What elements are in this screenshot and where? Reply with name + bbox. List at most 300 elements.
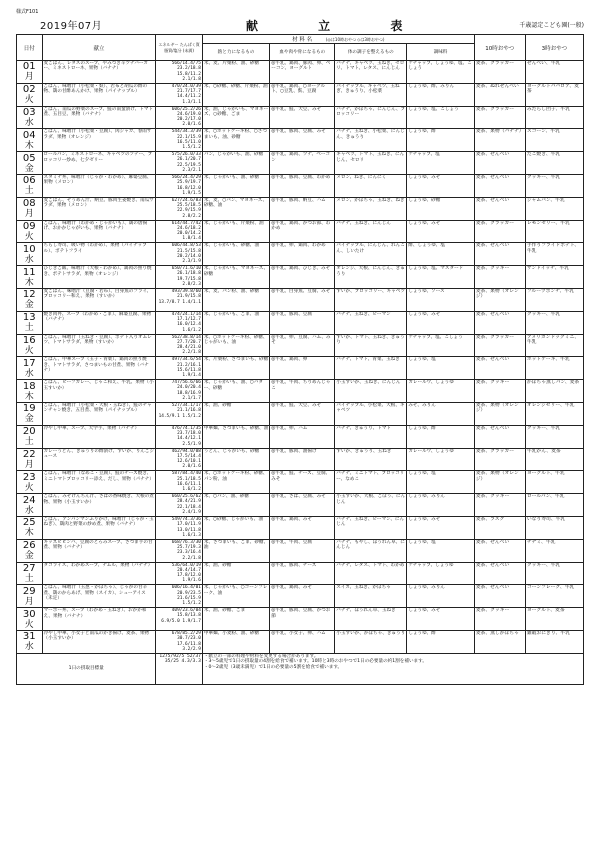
snack3-cell: チヂミ、牛乳 xyxy=(525,539,583,562)
yellow-food-cell: ◎牛乳、卵、ハム xyxy=(270,425,335,448)
menu-cell: 麦ごはん、味噌汁（豆腐・若布）、白身魚のフライ、ブロッコリー和え、果物（すいか） xyxy=(42,288,156,311)
red-food-cell: パン、じゃがいも、油、砂糖 xyxy=(202,152,269,175)
footer-label: 1日の摂取目標量 xyxy=(17,653,156,684)
green-food-cell: パイナップル、小松菜、大根、キャベツ xyxy=(335,402,407,425)
snack10-cell: 麦茶、ぬれせんべい xyxy=(474,83,525,106)
snack10-cell: 麦茶、クラッカー xyxy=(474,106,525,129)
green-food-cell: バナナ、玉ねぎ、ピーマン xyxy=(335,311,407,334)
red-food-cell: 米、油、砂糖 xyxy=(202,562,269,585)
yellow-food-cell: ◎牛乳、豚肉、豆腐、わかめ xyxy=(270,174,335,197)
school-name: 千歳認定こども園(一般) xyxy=(519,22,584,29)
snack3-cell: いなり寿司、牛乳 xyxy=(525,516,583,539)
col-nutrition: エネルギー たんぱく質 脂質/塩分 (未満) xyxy=(156,35,202,61)
snack3-cell: クッキー、牛乳 xyxy=(525,425,583,448)
red-food-cell: 米、じゃがいも、油、○バター、砂糖 xyxy=(202,380,269,403)
menu-cell: ちらし寿司、吸い物（わかめ）、果物（パイナップル）、ポテトフライ xyxy=(42,243,156,266)
table-row xyxy=(17,380,584,403)
seasoning-cell: しょうゆ、塩 xyxy=(407,471,474,494)
day-number: 20 xyxy=(22,426,36,438)
col-materials-title: 材 料 名 xyxy=(292,37,313,43)
snack3-cell: ジャムパン、牛乳 xyxy=(525,197,583,220)
nutrition-cell: 606/16.4/01 20.9/23.5 21.6/15.9 1.5/1.2 xyxy=(156,585,202,608)
seasoning-cell: しょうゆ、塩 xyxy=(407,539,474,562)
note-3: ・0〜2歳児（3歳未満児）で1日の必要量の5割を給食で補います。 xyxy=(203,664,343,670)
table-row xyxy=(17,243,584,266)
seasoning-cell: ケチャップ、しょうゆ xyxy=(407,562,474,585)
snack10-cell: 麦茶、クラッカー xyxy=(474,220,525,243)
day-cell xyxy=(17,471,43,494)
snack10-cell: 麦茶、クラッカー xyxy=(474,448,525,471)
snack10-cell: 麦茶、せんべい xyxy=(474,562,525,585)
table-row xyxy=(17,539,584,562)
nutrition-cell: 650/71.6/10 26.1/18.8 19.7/15.8 2.8/2.3 xyxy=(156,266,202,289)
weekday: 月 xyxy=(24,72,34,83)
weekday: 土 xyxy=(24,573,34,584)
green-food-cell: メロン、かぼちゃ、玉ねぎ、ねぎ xyxy=(335,197,407,220)
menu-cell: ごはん、中華スープ（玉子・青菜）、鶏肉の照り焼き、トマトサラダ、さつまいもの甘煮、果物（バナナ） xyxy=(42,357,156,380)
yellow-food-cell: ◎牛乳、卵、豆腐、ハム、みそ xyxy=(270,334,335,357)
day-cell xyxy=(17,152,43,175)
snack3-cell: 雑穀おにぎり、牛乳 xyxy=(525,630,583,653)
nutrition-cell: 614/44.7/42 24.6/18.2 20.0/14.2 1.8/1.4 xyxy=(156,220,202,243)
green-food-cell: すいか、ブロッコリー、キャベツ xyxy=(335,288,407,311)
menu-cell: マーボー丼、スープ（わかめ・玉ねぎ）、おかか和え、果物（バナナ） xyxy=(42,608,156,631)
weekday: 木 xyxy=(24,528,34,539)
day-cell xyxy=(17,334,43,357)
table-row xyxy=(17,106,584,129)
snack10-cell: 麦茶、蒸しかぼちゃ xyxy=(474,630,525,653)
weekday: 金 xyxy=(24,163,34,174)
day-number: 23 xyxy=(22,471,36,483)
day-number: 16 xyxy=(22,334,36,346)
snack10-cell: 麦茶、せんべい xyxy=(474,425,525,448)
green-food-cell: バナナ、ミニトマト、ブロッコリー、なめこ xyxy=(335,471,407,494)
table-row xyxy=(17,608,584,631)
red-food-cell: 米、じゃがいも、片栗粉、油 xyxy=(202,220,269,243)
nutrition-cell: 587/84.4/40 25.1/18.5 16.6/11.1 1.6/1.2 xyxy=(156,471,202,494)
nutrition-cell: 668/76.3/30 25.7/19.3 23.3/16.4 2.2/1.8 xyxy=(156,539,202,562)
nutrition-cell: 476/74.1/35 23.7/18.0 14.4/12.1 2.5/1.9 xyxy=(156,425,202,448)
menu-cell: 焼き肉丼、スープ（わかめ・ごま）、麻婆豆腐、果物（バナナ） xyxy=(42,311,156,334)
red-food-cell: 米、じゃがいも、ごま、油 xyxy=(202,311,269,334)
nutrition-cell: 462/94.0/08 17.5/14.4 12.6/10.1 2.0/1.6 xyxy=(156,448,202,471)
green-food-cell: 小玉すいか、玉ねぎ、にんじん xyxy=(335,380,407,403)
red-food-cell: 米、○砂糖、砂糖、片栗粉、油 xyxy=(202,83,269,106)
day-cell xyxy=(17,539,43,562)
green-food-cell: バナナ、玉ねぎ、ピーマン、にんじん xyxy=(335,516,407,539)
weekday: 火 xyxy=(24,231,34,242)
nutrition-cell: 606/25.2/26 24.6/19.0 20.2/17.0 2.0/1.6 xyxy=(156,106,202,129)
table-row xyxy=(17,630,584,653)
snack10-cell: 麦茶、クッキー xyxy=(474,266,525,289)
seasoning-cell: しょうゆ、酢、みりん xyxy=(407,83,474,106)
weekday: 金 xyxy=(24,300,34,311)
green-food-cell: バナナ、もやし、ほうれん草、にんじん xyxy=(335,539,407,562)
weekday: 月 xyxy=(24,459,34,470)
red-food-cell: 米、○ホットケーキ粉、○さつまいも、油、砂糖 xyxy=(202,129,269,152)
red-food-cell: 米、じゃがいも、マヨネーズ、砂糖 xyxy=(202,266,269,289)
day-cell xyxy=(17,106,43,129)
green-food-cell: 小玉すいか、大根、ごぼう、にんじん xyxy=(335,494,407,517)
snack10-cell: 麦茶、せんべい xyxy=(474,243,525,266)
day-cell xyxy=(17,608,43,631)
snack10-cell: 麦茶、クッキー xyxy=(474,380,525,403)
nutrition-cell: 606/44.8/53 21.5/15.8 20.2/14.0 2.3/1.9 xyxy=(156,243,202,266)
snack3-cell: クッキー、牛乳 xyxy=(525,311,583,334)
weekday: 木 xyxy=(24,391,34,402)
day-cell xyxy=(17,516,43,539)
table-row xyxy=(17,311,584,334)
snack10-cell: 麦茶、せんべい xyxy=(474,539,525,562)
day-cell xyxy=(17,380,43,403)
snack10-cell: 麦茶、せんべい xyxy=(474,197,525,220)
green-food-cell: スイカ、玉ねぎ、かぼちゃ xyxy=(335,585,407,608)
snack3-cell: スコーン、牛乳 xyxy=(525,129,583,152)
col-green: 体の調子を整えるもの xyxy=(335,44,407,61)
seasoning-cell: しょうゆ、塩、マスタード xyxy=(407,266,474,289)
col-day: 日付 xyxy=(17,35,43,61)
green-food-cell: バナナ、キャベツ、玉ねぎ、セロリ、トマト、レタス、にんじん xyxy=(335,61,407,84)
seasoning-cell: しょうゆ、酢 xyxy=(407,129,474,152)
day-cell xyxy=(17,220,43,243)
footer-notes xyxy=(202,653,583,684)
day-number: 30 xyxy=(22,608,36,620)
nutrition-cell: 678/85.2/29 30.7/23.0 17.6/11.8 3.2/2.9 xyxy=(156,630,202,653)
day-number: 06 xyxy=(22,175,36,187)
day-number: 19 xyxy=(22,403,36,415)
day-cell xyxy=(17,448,43,471)
table-row xyxy=(17,129,584,152)
day-number: 24 xyxy=(22,494,36,506)
col-yellow: 血や肉や骨になるもの xyxy=(270,44,335,61)
seasoning-cell: カレールウ、しょうゆ xyxy=(407,380,474,403)
page-title: 献 立 表 xyxy=(246,19,431,33)
table-row xyxy=(17,334,584,357)
col-materials xyxy=(202,35,474,44)
snack3-cell: ロールパン、牛乳 xyxy=(525,494,583,517)
yellow-food-cell: ◎牛乳、鶏肉、かつお節、わかめ xyxy=(270,220,335,243)
nutrition-cell: 562/38.8/14 27.7/20.7 28.4/21.0 2.2/1.8 xyxy=(156,334,202,357)
snack10-cell: 麦茶、果物（バナナ） xyxy=(474,129,525,152)
weekday: 木 xyxy=(24,277,34,288)
yellow-food-cell: ◎牛乳、白身魚、豆腐、みそ xyxy=(270,288,335,311)
snack10-cell: 麦茶、クラッカー xyxy=(474,61,525,84)
day-cell xyxy=(17,197,43,220)
yellow-food-cell: ◎牛乳、小女子、卵、ハム xyxy=(270,630,335,653)
green-food-cell: 小玉すいか、かぼちゃ、きゅうり xyxy=(335,630,407,653)
menu-cell: ごはん、ビーフカレー、じゃこ和え、牛乳、果物（小玉すいか） xyxy=(42,380,156,403)
nutrition-cell: 470/24.0/39 21.7/17.7 14.4/11.2 1.3/1.1 xyxy=(156,83,202,106)
menu-cell: ごはん、味噌汁（小松菜・大根・玉ねぎ）、鮭のチャンチャン焼き、五目煮、果物（パイナップル） xyxy=(42,402,156,425)
day-number: 10 xyxy=(22,243,36,255)
col-snack3: 3時おやつ xyxy=(525,35,583,61)
table-row xyxy=(17,357,584,380)
snack10-cell: 麦茶、クッキー xyxy=(474,608,525,631)
seasoning-cell: 酢、しょうゆ、塩 xyxy=(407,243,474,266)
snack3-cell: たこ焼き、牛乳 xyxy=(525,152,583,175)
red-food-cell: 中華麺、さつまいも、砂糖、油 xyxy=(202,425,269,448)
day-cell xyxy=(17,585,43,608)
day-number: 04 xyxy=(22,129,36,141)
menu-cell: タコライス、わかめスープ、ナムル、果物（バナナ） xyxy=(42,562,156,585)
day-cell xyxy=(17,266,43,289)
yellow-food-cell: ◎牛乳、豚肉、豆腐、かつお節 xyxy=(270,608,335,631)
seasoning-cell: しょうゆ、ソース xyxy=(407,288,474,311)
red-food-cell: 米、油、砂糖 xyxy=(202,402,269,425)
table-row xyxy=(17,585,584,608)
weekday: 火 xyxy=(24,345,34,356)
day-cell xyxy=(17,311,43,334)
red-food-cell: 米、じゃがいも、砂糖、油 xyxy=(202,243,269,266)
snack3-cell: せんべい、牛乳 xyxy=(525,61,583,84)
day-cell xyxy=(17,174,43,197)
yellow-food-cell: ◎牛乳、鶏肉、豚肉、卵、ベーコン、ヨーグルト xyxy=(270,61,335,84)
seasoning-cell: しょうゆ、みりん xyxy=(407,494,474,517)
day-cell xyxy=(17,562,43,585)
day-number: 08 xyxy=(22,198,36,210)
snack3-cell: ヨーグルト、牛乳 xyxy=(525,471,583,494)
table-row xyxy=(17,152,584,175)
weekday: 火 xyxy=(24,482,34,493)
menu-page xyxy=(16,8,584,842)
table-row xyxy=(17,516,584,539)
menu-cell: ごはん、味噌汁（なめこ・豆腐）、鮭のチーズ焼き、ミニトマトブロッコリー添え、だし、果物（パナナ） xyxy=(42,471,156,494)
snack3-cell: ホットケーキ、牛乳 xyxy=(525,357,583,380)
seasoning-cell: カレールウ、しょうゆ xyxy=(407,448,474,471)
green-food-cell: パイナップル、キャベツ、玉ねぎ、きゅうり、小松菜 xyxy=(335,83,407,106)
day-cell xyxy=(17,129,43,152)
footer-values: 1275/92/5 52/37 35/25 4.3/3.3 xyxy=(156,653,202,684)
day-cell xyxy=(17,402,43,425)
yellow-food-cell: ◎牛乳、豚肉、チーズ xyxy=(270,562,335,585)
snack3-cell: サンドイッチ、牛乳 xyxy=(525,266,583,289)
yellow-food-cell: ◎牛乳、さば、豆腐、みそ xyxy=(270,494,335,517)
col-materials-note: (◎は10時おやつ ◇は3時おやつ) xyxy=(325,37,385,42)
table-row xyxy=(17,402,584,425)
green-food-cell: バナナ、きゅうり、トマト xyxy=(335,425,407,448)
red-food-cell: 米、○ホットケーキ粉、砂糖、じゃがいも、油 xyxy=(202,334,269,357)
yellow-food-cell: ◎牛乳、鶏肉、卵 xyxy=(270,357,335,380)
yellow-food-cell: ◎牛乳、鶏肉、ひじき、みそ xyxy=(270,266,335,289)
nutrition-cell: 527/34.1/17 21.1/16.8 14.5/9.1 1.5/1.2 xyxy=(156,402,202,425)
day-cell xyxy=(17,61,43,84)
menu-cell: スタミナ丼、味噌汁（じゃが・わかめ）、麻婆豆腐、果物（メロン） xyxy=(42,174,156,197)
col-red: 熱と力になるもの xyxy=(202,44,269,61)
green-food-cell: すいか、トマト、玉ねぎ、きゅうり xyxy=(335,334,407,357)
seasoning-cell: しょうゆ、酢 xyxy=(407,630,474,653)
yellow-food-cell: ◎牛乳、豚肉、豆腐 xyxy=(270,311,335,334)
day-number: 05 xyxy=(22,152,36,164)
menu-cell: ごはん、味噌汁（玉ねぎ・豆腐）、ポテト入りオムレツ、トマトサラダ、果物（すいか） xyxy=(42,334,156,357)
green-food-cell: バナナ、レタス、トマト、わかめ xyxy=(335,562,407,585)
footer-row xyxy=(17,653,584,684)
nutrition-cell: 409/23.6/04 15.8/13.8 6.9/5.0 1.9/1.7 xyxy=(156,608,202,631)
snack10-cell: 麦茶、クラッカー xyxy=(474,334,525,357)
menu-cell: ロールパン、ミネストローネ、キャベツのソテー、ブロッコリー炒め、七夕ゼリー xyxy=(42,152,156,175)
snack3-cell: ヨーグルト、麦茶 xyxy=(525,608,583,631)
day-number: 11 xyxy=(22,266,36,278)
day-cell xyxy=(17,494,43,517)
snack3-cell: レモンゼリー、牛乳 xyxy=(525,220,583,243)
menu-cell: ごはん、味噌汁（わかめ・じゃがいも）、鶏の唐揚げ、おかかじゃがいも、果物（バナナ） xyxy=(42,220,156,243)
seasoning-cell: しょうゆ、みりん xyxy=(407,585,474,608)
yellow-food-cell: ◎牛乳、牛肉、豆腐 xyxy=(270,539,335,562)
table-row xyxy=(17,197,584,220)
seasoning-cell: みそ、みりん xyxy=(407,402,474,425)
menu-cell: ひじきご飯、味噌汁（大根・わかめ）、鶏肉の照り焼き、ポテトサラダ、果物（オレンジ） xyxy=(42,266,156,289)
green-food-cell: バナナ、かぼちゃ、にんじん、ブロッコリー xyxy=(335,106,407,129)
menu-cell: ごはん、味噌汁（小松菜・麩）、若布と胡瓜の酢の物、鶏の甘酢あんかけ、果物（パイナップル） xyxy=(42,83,156,106)
day-number: 17 xyxy=(22,357,36,369)
table-row xyxy=(17,61,584,84)
red-food-cell: 米、油、砂糖、ごま xyxy=(202,608,269,631)
form-code: 様式F101 xyxy=(16,9,39,15)
seasoning-cell: ケチャップ、塩 xyxy=(407,152,474,175)
snack3-cell: フルーツポンチ、牛乳 xyxy=(525,288,583,311)
day-cell xyxy=(17,288,43,311)
weekday: 水 xyxy=(24,642,34,653)
nutrition-cell: 536/64.0/19 20.4/14.7 17.8/12.0 1.9/1.6 xyxy=(156,562,202,585)
table-row xyxy=(17,174,584,197)
menu-rows xyxy=(17,61,584,654)
seasoning-cell: しょうゆ、みそ xyxy=(407,516,474,539)
weekday: 火 xyxy=(24,95,34,106)
snack10-cell: 麦茶、せんべい xyxy=(474,152,525,175)
table-row xyxy=(17,448,584,471)
yellow-food-cell: ◎牛乳、鮭、チーズ、豆腐、みそ xyxy=(270,471,335,494)
snack10-cell: 麦茶、せんべい xyxy=(474,311,525,334)
nutrition-cell: 575/26.0/33 26.1/20.7 22.5/19.5 2.3/2.1 xyxy=(156,152,202,175)
menu-cell: 麦ごはん、レタスのスープ、やみつき辛ツナバーガー、ミネストローネ、果物（バナナ） xyxy=(42,61,156,84)
menu-cell: カレーうどん、きゅうりの酢漬け、すいか、りんごジュース xyxy=(42,448,156,471)
weekday: 水 xyxy=(24,117,34,128)
seasoning-cell: しょうゆ、砂糖 xyxy=(407,197,474,220)
yellow-food-cell: ◎牛乳、鶏肉、みそ xyxy=(270,585,335,608)
snack10-cell: 麦茶、せんべい xyxy=(474,357,525,380)
weekday: 水 xyxy=(24,505,34,516)
yellow-food-cell: ◎牛乳、鮭、大豆、みそ xyxy=(270,402,335,425)
menu-cell: 冷やし中華、スープ、大学芋、果物（バナナ） xyxy=(42,425,156,448)
weekday: 月 xyxy=(24,596,34,607)
seasoning-cell: しょうゆ、酢 xyxy=(407,425,474,448)
green-food-cell: バナナ、ほうれん草、玉ねぎ xyxy=(335,608,407,631)
menu-cell: ごはん、南瓜の野菜のスープ、鮭の南蛮漬け、トマト煮、五目豆、果物（バナナ） xyxy=(42,106,156,129)
red-food-cell: 米、麦、片栗粉、油、砂糖 xyxy=(202,61,269,84)
snack3-cell: アメリカンドッグミニ、牛乳 xyxy=(525,334,583,357)
red-food-cell: 中華麺、小麦粉、油、砂糖 xyxy=(202,630,269,653)
day-cell xyxy=(17,425,43,448)
red-food-cell: 米、さつまいも、ごま、砂糖、油 xyxy=(202,539,269,562)
snack3-cell: ヨーグルトババロア、麦茶 xyxy=(525,83,583,106)
snack3-cell: クッキー、牛乳 xyxy=(525,174,583,197)
day-cell xyxy=(17,243,43,266)
col-menu: 献立 xyxy=(42,35,156,61)
menu-cell: ごはん、味噌汁（小松菜・豆腐）、肉ジャガ、春雨サラダ、果物（オレンジ） xyxy=(42,129,156,152)
yellow-food-cell: ◎牛乳、鶏肉、みそ xyxy=(270,516,335,539)
snack3-cell: 手作りフライドポテト、牛乳 xyxy=(525,243,583,266)
seasoning-cell: しょうゆ、塩 xyxy=(407,357,474,380)
weekday: 土 xyxy=(24,186,34,197)
nutrition-cell: 493/39.8/60 21.9/15.8 13.7/8.7 1.4/1.1 xyxy=(156,288,202,311)
table-row xyxy=(17,425,584,448)
day-number: 12 xyxy=(22,289,36,301)
seasoning-cell: ケチャップ、塩、こしょう xyxy=(407,334,474,357)
day-number: 09 xyxy=(22,220,36,232)
menu-cell: ごはん、味噌汁（玉葱・かぼちゃ）、じゃがの甘辛煮、鶏のからあげ、果物（スイカ）、シューアイス（未定） xyxy=(42,585,156,608)
table-row xyxy=(17,494,584,517)
yellow-food-cell: ◎牛乳、鶏肉、○ヨーグルト、○豆乳、麩、豆腐 xyxy=(270,83,335,106)
snack3-cell: 牛乳かん、麦茶 xyxy=(525,448,583,471)
weekday: 金 xyxy=(24,414,34,425)
red-food-cell: 米、麦、○パン、マヨネーズ、砂糖、油 xyxy=(202,197,269,220)
table-row xyxy=(17,562,584,585)
menu-cell: 麦ごはん、そうめん汁、納豆、豚肉生姜焼き、南瓜サラダ、果物（メロン） xyxy=(42,197,156,220)
red-food-cell: 米、じゃがいも、○コーンフレーク、油 xyxy=(202,585,269,608)
table-row xyxy=(17,471,584,494)
green-food-cell: バナナ、玉ねぎ、にんじん xyxy=(335,220,407,243)
snack3-cell: かぼちゃ蒸しパン、麦茶 xyxy=(525,380,583,403)
snack10-cell: 麦茶、果物（オレンジ） xyxy=(474,471,525,494)
snack10-cell: 麦茶、果物（オレンジ） xyxy=(474,402,525,425)
red-food-cell: うどん、じゃがいも、砂糖 xyxy=(202,448,269,471)
seasoning-cell: しょうゆ、塩、こしょう xyxy=(407,106,474,129)
red-food-cell: 米、片栗粉、さつまいも、砂糖 xyxy=(202,357,269,380)
day-cell xyxy=(17,357,43,380)
weekday: 水 xyxy=(24,254,34,265)
day-number: 29 xyxy=(22,585,36,597)
yellow-food-cell: ◎牛乳、豚肉、豆腐、みそ xyxy=(270,129,335,152)
note-1: ・献立の一部の料理や材料を変更する場合があります。 xyxy=(203,653,319,659)
table-row xyxy=(17,266,584,289)
weekday: 金 xyxy=(24,551,34,562)
day-number: 13 xyxy=(22,312,36,324)
day-cell xyxy=(17,83,43,106)
snack3-cell: クッキー、牛乳 xyxy=(525,562,583,585)
note-2: ・3〜5歳児で1日の摂取量の4割を給食で補います。10時と3時のおやつで1日の必要量の約1割を補います。 xyxy=(203,659,427,665)
snack3-cell: みたらし団子、牛乳 xyxy=(525,106,583,129)
green-food-cell: パイナップル、にんじん、れんこん、しいたけ xyxy=(335,243,407,266)
green-food-cell: すいか、きゅうり、玉ねぎ xyxy=(335,448,407,471)
weekday: 火 xyxy=(24,619,34,630)
weekday: 土 xyxy=(24,323,34,334)
weekday: 月 xyxy=(24,209,34,220)
nutrition-cell: 549/74.3/36 17.0/11.9 13.0/11.8 1.6/1.3 xyxy=(156,516,202,539)
nutrition-cell: 544/34.3/39 22.1/15.9 16.5/11.0 1.5/1.2 xyxy=(156,129,202,152)
red-food-cell: 米、○砂糖、じゃがいも、油 xyxy=(202,516,269,539)
red-food-cell: 米、じゃがいも、油、砂糖 xyxy=(202,174,269,197)
snack10-cell: 麦茶、果物（オレンジ） xyxy=(474,288,525,311)
yellow-food-cell: ◎牛乳、鶏肉、ツナ、ベーコン xyxy=(270,152,335,175)
day-number: 02 xyxy=(22,84,36,96)
weekday: 土 xyxy=(24,437,34,448)
nutrition-cell: 566/14.4/75 23.2/18.8 15.8/11.2 2.1/1.8 xyxy=(156,61,202,84)
snack10-cell: 麦茶、せんべい xyxy=(474,174,525,197)
seasoning-cell: しょうゆ、みそ xyxy=(407,174,474,197)
seasoning-cell: しょうゆ、みそ xyxy=(407,220,474,243)
green-food-cell: オレンジ、大根、にんじん、きゅうり xyxy=(335,266,407,289)
snack10-cell: 麦茶、クッキー xyxy=(474,494,525,517)
menu-table xyxy=(16,34,584,685)
nutrition-cell: 497/34.6/54 21.2/16.1 15.6/11.8 1.9/1.4 xyxy=(156,357,202,380)
red-food-cell: 米、○ホットケーキ粉、砂糖、パン粉、油 xyxy=(202,471,269,494)
seasoning-cell: しょうゆ、みそ xyxy=(407,608,474,631)
day-number: 25 xyxy=(22,517,36,529)
snack3-cell: コーンフレーク、牛乳 xyxy=(525,585,583,608)
day-number: 01 xyxy=(22,61,36,73)
snack10-cell: 麦茶、ラスク xyxy=(474,516,525,539)
day-number: 18 xyxy=(22,380,36,392)
menu-cell: ごはん、みそけんちん汁、さばの香味焼き、大根の煮物、果物（小玉すいか） xyxy=(42,494,156,517)
